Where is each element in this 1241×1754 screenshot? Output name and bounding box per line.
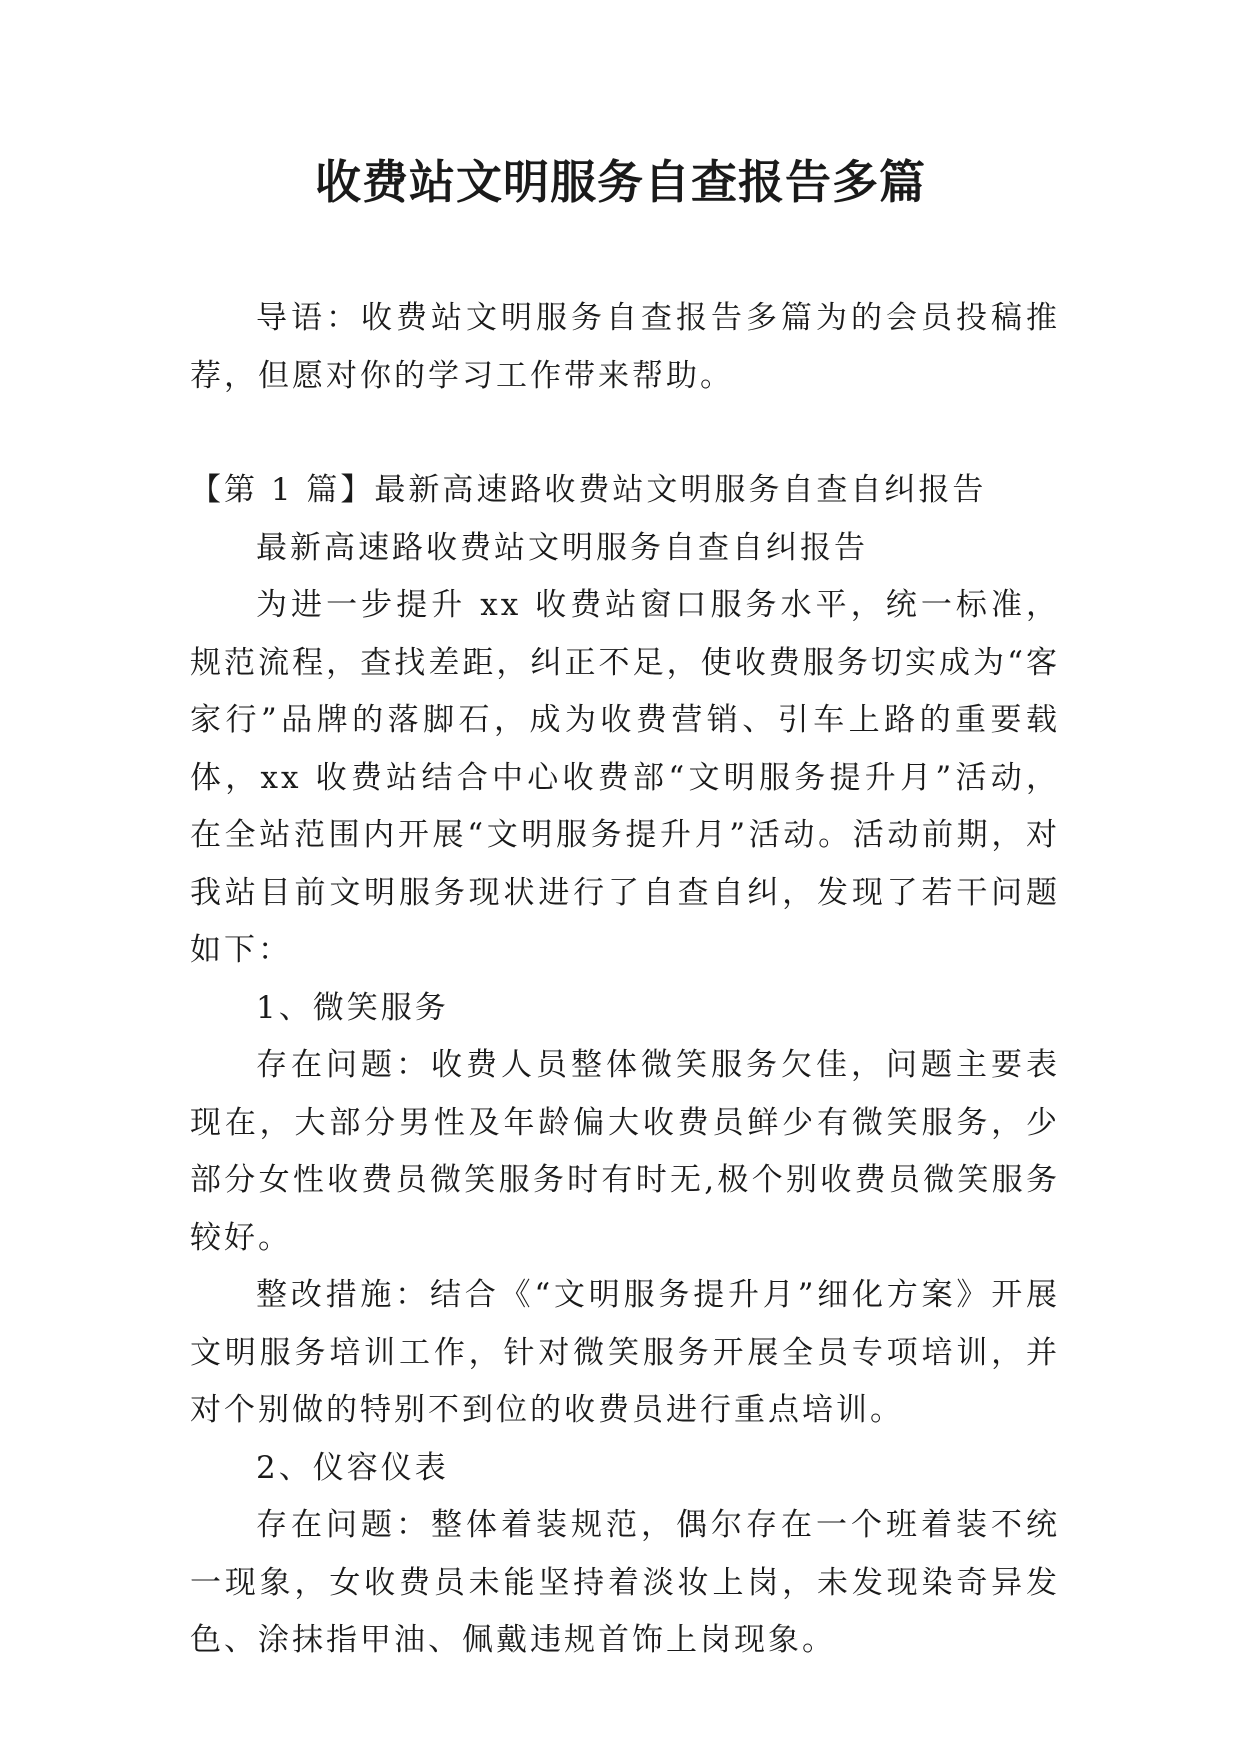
body-paragraph: 存在问题：整体着装规范，偶尔存在一个班着装不统一现象，女收费员未能坚持着淡妆上岗，未发现染奇异发色、涂抹指甲油、佩戴违规首饰上岗现象。 [190,1507,1060,1658]
document-title: 收费站文明服务自查报告多篇 [315,155,926,209]
body-paragraph: 为进一步提升 xx 收费站窗口服务水平，统一标准，规范流程，查找差距，纠正不足，使收费服务切实成为“客家行”品牌的落脚石，成为收费营销、引车上路的重要载体，xx 收费站结合中心收费部“文明服务提升月”活动，在全站范围内开展“文明服务提升月”活动。活动前期，对我站目前文明服务现状进行了自查自纠，发现了若干问题如下： [190,587,1060,968]
item-heading: 2、仪容仪表 [256,1449,449,1486]
section-heading: 【第 1 篇】最新高速路收费站文明服务自查自纠报告 [190,472,987,508]
body-paragraph: 整改措施：结合《“文明服务提升月”细化方案》开展文明服务培训工作，针对微笑服务开展全员专项培训，并对个别做的特别不到位的收费员进行重点培训。 [190,1277,1060,1428]
item-heading: 1、微笑服务 [256,989,449,1026]
spacer [190,405,1060,462]
intro-paragraph: 导语：收费站文明服务自查报告多篇为的会员投稿推荐，但愿对你的学习工作带来帮助。 [190,300,1060,394]
body-paragraph: 存在问题：收费人员整体微笑服务欠佳，问题主要表现在，大部分男性及年龄偏大收费员鲜少有微笑服务，少部分女性收费员微笑服务时有时无,极个别收费员微笑服务较好。 [190,1047,1060,1256]
section-subtitle: 最新高速路收费站文明服务自查自纠报告 [256,529,868,566]
document-body [190,290,1060,1670]
